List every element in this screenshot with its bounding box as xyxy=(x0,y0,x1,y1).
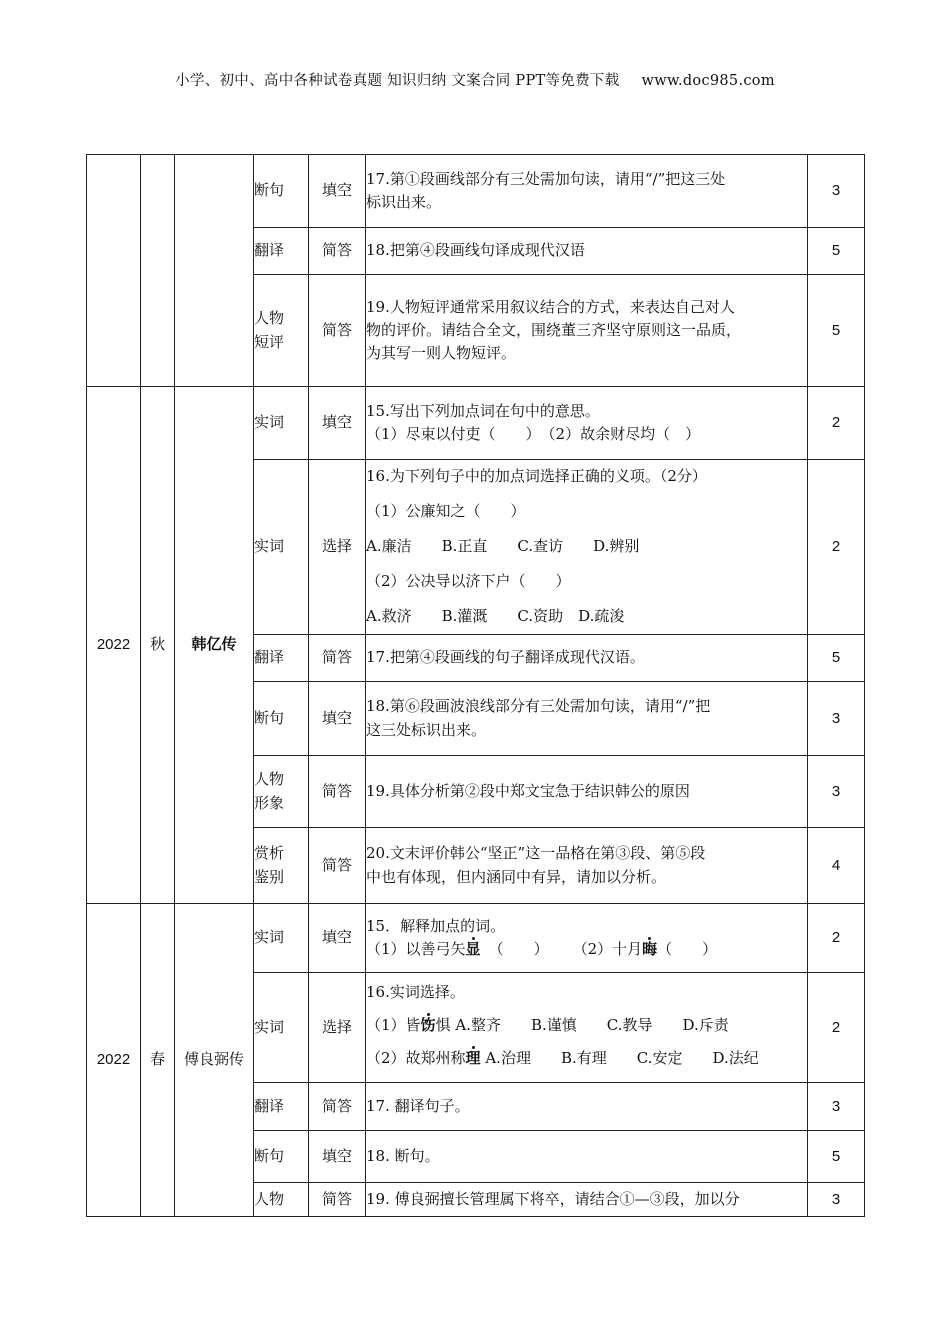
category-cell: 断句 xyxy=(254,155,309,228)
question-line: A.廉洁 B.正直 C.查访 D.辨别 xyxy=(366,537,640,555)
score-cell: 5 xyxy=(808,635,865,682)
score-cell: 4 xyxy=(808,828,865,904)
question-cell xyxy=(366,155,808,228)
type-cell: 选择 xyxy=(309,973,366,1083)
score-cell: 2 xyxy=(808,387,865,460)
page-header xyxy=(0,69,950,90)
question-line: 中也有体现，但内涵同中有异，请加以分析。 xyxy=(366,867,667,886)
question-text: （1）皆 xyxy=(366,1015,421,1034)
question-cell xyxy=(366,1183,808,1217)
question-line: 17.第①段画线部分有三处需加句读，请用“/”把这三处 xyxy=(366,169,726,188)
question-line: （1）公廉知之（ ） xyxy=(366,502,526,520)
year-cell: 2022 xyxy=(87,904,141,1217)
question-cell xyxy=(366,1083,808,1131)
table-row xyxy=(87,155,865,228)
category-line: 赏析 xyxy=(254,844,285,863)
score-cell: 3 xyxy=(808,1183,865,1217)
exam-table xyxy=(86,154,865,1217)
score-cell: 3 xyxy=(808,155,865,228)
category-line: 鉴别 xyxy=(254,867,285,886)
table-row xyxy=(87,904,865,973)
season-cell: 春 xyxy=(141,904,175,1217)
category-cell xyxy=(254,275,309,387)
year-cell: 2022 xyxy=(87,387,141,904)
score-cell: 2 xyxy=(808,973,865,1083)
type-cell: 填空 xyxy=(309,904,366,973)
type-cell: 简答 xyxy=(309,275,366,387)
category-cell: 翻译 xyxy=(254,1083,309,1131)
question-line: 20.文末评价韩公“坚正”这一品格在第③段、第⑤段 xyxy=(366,844,706,863)
score-cell: 5 xyxy=(808,1131,865,1183)
question-line: 19. 傅良弼擅长管理属下将卒，请结合①—③段，加以分 xyxy=(366,1189,740,1208)
question-text: 惧 xyxy=(435,1015,451,1034)
question-text: （2）十月 xyxy=(572,940,643,958)
type-cell: 选择 xyxy=(309,460,366,635)
score-cell: 3 xyxy=(808,1083,865,1131)
category-cell: 翻译 xyxy=(254,228,309,275)
title-cell: 韩亿传 xyxy=(175,387,254,904)
score-cell: 3 xyxy=(808,756,865,828)
question-line: （1）尽束以付吏（ ） （2）故余财尽均（ ） xyxy=(366,425,701,443)
question-line: 19.具体分析第②段中郑文宝急于结识韩公的原因 xyxy=(366,781,690,800)
dotted-word: 饬 xyxy=(420,1015,436,1034)
header-text: 小学、初中、高中各种试卷真题 知识归纳 文案合同 PPT等免费下载 xyxy=(175,73,620,89)
question-text: （1）以善弓矢 xyxy=(366,940,466,958)
category-cell xyxy=(254,828,309,904)
category-line: 短评 xyxy=(254,332,285,351)
question-line xyxy=(366,938,807,961)
dotted-word: 理 xyxy=(465,1048,481,1067)
type-cell: 简答 xyxy=(309,1083,366,1131)
category-cell: 实词 xyxy=(254,460,309,635)
category-cell: 人物 xyxy=(254,1183,309,1217)
question-line: 为其写一则人物短评。 xyxy=(366,344,517,363)
category-line: 人物 xyxy=(254,309,285,328)
question-cell xyxy=(366,460,808,635)
header-url[interactable]: www.doc985.com xyxy=(641,73,775,89)
type-cell: 简答 xyxy=(309,828,366,904)
season-cell: 秋 xyxy=(141,387,175,904)
title-cell: 傅良弼传 xyxy=(175,904,254,1217)
question-line xyxy=(366,1014,807,1047)
title-cell xyxy=(175,155,254,387)
score-cell: 5 xyxy=(808,228,865,275)
question-cell xyxy=(366,635,808,682)
type-cell: 简答 xyxy=(309,635,366,682)
question-cell xyxy=(366,904,808,973)
question-line: 这三处标识出来。 xyxy=(366,720,487,739)
question-line: 15.写出下列加点词在句中的意思。 xyxy=(366,401,600,420)
options-text: A.整齐 B.谨慎 C.教导 D.斥责 xyxy=(455,1015,729,1034)
category-line: 形象 xyxy=(254,793,285,812)
question-cell xyxy=(366,682,808,756)
type-cell: 填空 xyxy=(309,387,366,460)
score-cell: 2 xyxy=(808,904,865,973)
answer-blank: （ ） xyxy=(488,940,549,958)
question-cell xyxy=(366,756,808,828)
question-line: A.救济 B.灌溉 C.资助 D.疏浚 xyxy=(366,607,625,625)
question-line: 标识出来。 xyxy=(366,193,442,211)
season-cell xyxy=(141,155,175,387)
options-text: A.治理 B.有理 C.安定 D.法纪 xyxy=(485,1048,759,1067)
question-cell xyxy=(366,228,808,275)
score-cell: 2 xyxy=(808,460,865,635)
question-cell xyxy=(366,1131,808,1183)
type-cell: 简答 xyxy=(309,228,366,275)
dotted-word: 晦 xyxy=(642,940,658,958)
question-line: 15．解释加点的词。 xyxy=(366,916,506,935)
category-cell: 断句 xyxy=(254,1131,309,1183)
question-line: 18.第⑥段画波浪线部分有三处需加句读，请用“/”把 xyxy=(366,697,711,716)
question-line: 物的评价。请结合全文，围绕董三齐坚守原则这一品质， xyxy=(366,320,742,339)
category-cell xyxy=(254,756,309,828)
question-line: 16.实词选择。 xyxy=(366,982,465,1001)
type-cell: 填空 xyxy=(309,1131,366,1183)
type-cell: 填空 xyxy=(309,682,366,756)
question-line: 16.为下列句子中的加点词选择正确的义项。（2分） xyxy=(366,467,707,485)
question-line xyxy=(366,1047,807,1075)
table-row xyxy=(87,387,865,460)
question-line: （2）公决导以济下户（ ） xyxy=(366,572,571,590)
question-cell xyxy=(366,387,808,460)
question-line: 17. 翻译句子。 xyxy=(366,1096,470,1115)
score-cell: 3 xyxy=(808,682,865,756)
answer-blank: （ ） xyxy=(657,940,718,958)
question-line: 19.人物短评通常采用叙议结合的方式，来表达自己对人 xyxy=(366,297,735,316)
type-cell: 简答 xyxy=(309,756,366,828)
category-cell: 实词 xyxy=(254,973,309,1083)
category-cell: 实词 xyxy=(254,904,309,973)
category-cell: 翻译 xyxy=(254,635,309,682)
question-cell xyxy=(366,275,808,387)
category-cell: 实词 xyxy=(254,387,309,460)
question-line: 18. 断句。 xyxy=(366,1146,440,1165)
question-cell xyxy=(366,828,808,904)
dotted-word: 显 xyxy=(465,940,481,958)
question-line: 18.把第④段画线句译成现代汉语 xyxy=(366,241,585,260)
question-line: 17.把第④段画线的句子翻译成现代汉语。 xyxy=(366,648,645,667)
category-cell: 断句 xyxy=(254,682,309,756)
type-cell: 填空 xyxy=(309,155,366,228)
year-cell xyxy=(87,155,141,387)
type-cell: 简答 xyxy=(309,1183,366,1217)
question-text: （2）故郑州称 xyxy=(366,1048,466,1067)
question-cell xyxy=(366,973,808,1083)
category-line: 人物 xyxy=(254,770,285,789)
score-cell: 5 xyxy=(808,275,865,387)
